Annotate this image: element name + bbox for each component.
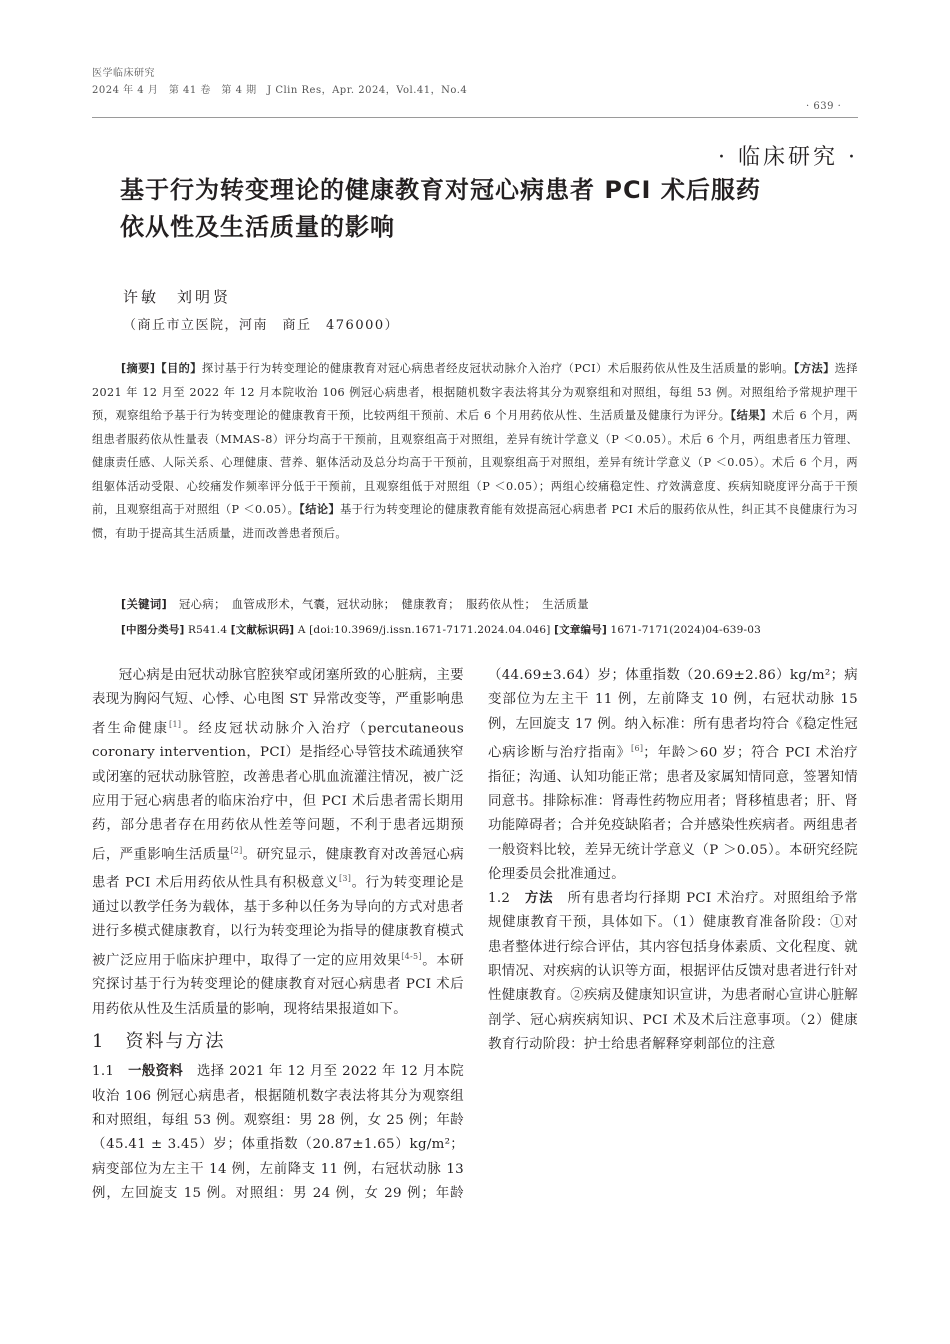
citation-3[interactable]: [3] bbox=[338, 874, 352, 884]
page-number: · 639 · bbox=[806, 101, 842, 112]
issue-line: 2024 年 4 月 第 41 卷 第 4 期 J Clin Res，Apr. 2024，Vol.41，No.4 bbox=[92, 85, 468, 96]
abstract-methods: 选择 2021 年 12 月至 2022 年 12 月本院收治 106 例冠心病患者，根据随机数字表法将其分为观察组和对照组，每组 53 例。对照组给予常规护理干预，观察组给予基于行为转变理论的健康教育干预，比较两组干预前、术后 6 个月用药依从性、生活质量及健康行为评分。 bbox=[92, 362, 858, 422]
title-line-2: 依从性及生活质量的影响 bbox=[120, 213, 395, 241]
intro-text-a: 冠心病是由冠状动脉官腔狭窄或闭塞所致的心脏病，主要表现为胸闷气短、心悸、心电图 ST 异常改变等，严重影响患者生命健康 bbox=[92, 668, 464, 737]
intro-text-b: 。经皮冠状动脉介入治疗（percutaneous coronary intervention，PCI）是指经心导管技术疏通狭窄或闭塞的冠状动脉管腔，改善患者心肌血流灌注情况，被广泛应用于冠心病患者的临床治疗中，但 PCI 术后患者需长期用药，部分患者存在用药依从性差等问题，不利于患者远期预后，严重影响生活质量 bbox=[92, 721, 464, 863]
subsection-1-2-text: 所有患者均行择期 PCI 术治疗。对照组给予常规健康教育干预，具体如下。（1）健康教育准备阶段：①对患者整体进行综合评估，其内容包括身体素质、文化程度、就职情况、对疾病的认识等方面，根据评估反馈对患者进行针对性健康教育。②疾病及健康知识宣讲，为患者耐心宣讲心脏解剖学、冠心病疾病知识、PCI 术及术后注意事项。（2）健康教育行动阶段：护士给患者解释穿刺部位的注意 bbox=[488, 891, 858, 1052]
conclusion-label: 【结论】 bbox=[299, 503, 341, 516]
citation-4-5[interactable]: [4-5] bbox=[401, 951, 422, 961]
section-1-heading: 1 资料与方法 bbox=[92, 1031, 226, 1053]
results-label: 【结果】 bbox=[730, 409, 772, 422]
abstract-objective: 探讨基于行为转变理论的健康教育对冠心病患者经皮冠状动脉介入治疗（PCI）术后服药依从性及生活质量的影响。 bbox=[201, 362, 794, 375]
article-no-label: [文章编号] bbox=[554, 624, 607, 636]
objective-label: 【目的】 bbox=[155, 362, 202, 375]
subsection-1-1-continued bbox=[488, 664, 858, 887]
subsection-1-1-text-b-continued: ；年龄＞60 岁；符合 PCI 术治疗指征；沟通、认知功能正常；患者及家属知情同意，签署知情同意书。排除标准：肾毒性药物应用者；肾移植患者；肝、肾功能障碍者；合并免疫缺陷者；合并感染性疾病者。两组患者一般资料比较，差异无统计学意义（P ＞0.05）。本研究经院伦理委员会批准通过。 bbox=[488, 745, 858, 882]
article-no-value: 1671-7171(2024)04-639-03 bbox=[610, 624, 762, 636]
continuation-inner bbox=[488, 664, 858, 887]
article-title bbox=[120, 172, 880, 246]
right-column-flow bbox=[488, 664, 858, 1057]
right-column bbox=[488, 664, 858, 1219]
intro-text-d: 。行为转变理论是通过以教学任务为载体，基于多种以任务为导向的方式对患者进行多模式健康教育，以行为转变理论为指导的健康教育模式被广泛应用于临床护理中，取得了一定的应用效果 bbox=[92, 875, 464, 969]
subsection-1-1-text-continued: （44.69±3.64）岁；体重指数（20.69±2.86）kg/m²；病变部位为左主干 11 例，左前降支 10 例，右冠状动脉 15 例，左回旋支 17 例。纳入标准：所有患者均符合《稳定性冠心病诊断与治疗指南》 bbox=[488, 667, 858, 761]
keywords bbox=[121, 596, 858, 612]
keywords-label: [关键词] bbox=[121, 598, 168, 611]
subsection-1-1-number: 1.1 bbox=[92, 1064, 115, 1080]
journal-name: 医学临床研究 bbox=[92, 68, 155, 79]
doc-value: A [doi:10.3969/j.issn.1671-7171.2024.04.046] bbox=[297, 624, 551, 636]
continuation-wrap bbox=[488, 664, 858, 887]
section-tag: · 临床研究 · bbox=[718, 145, 858, 170]
left-column bbox=[92, 664, 464, 1206]
affiliation: （商丘市立医院，河南 商丘 476000） bbox=[123, 318, 400, 333]
subsection-1-2-number: 1.2 bbox=[488, 891, 511, 907]
intro-text-e: 。本研究探讨基于行为转变理论的健康教育对冠心病患者 PCI 术后用药依从性及生活质量的影响，现将结果报道如下。 bbox=[92, 953, 464, 1017]
doc-label: [文献标识码] bbox=[230, 624, 295, 636]
subsection-1-1 bbox=[92, 1060, 464, 1205]
abstract-label: [摘要] bbox=[121, 362, 156, 375]
subsection-1-2-title: 方法 bbox=[524, 891, 554, 907]
keywords-text: 冠心病； 血管成形术，气囊，冠状动脉； 健康教育； 服药依从性； 生活质量 bbox=[179, 598, 590, 611]
clc-label: [中图分类号] bbox=[121, 624, 185, 636]
clc-value: R541.4 bbox=[188, 624, 228, 636]
abstract-results: 术后 6 个月，两组患者服药依从性量表（MMAS-8）评分均高于干预前，且观察组高于对照组，差异有统计学意义（P ＜0.05）。术后 6 个月，两组患者压力管理、健康责任感、人际关系、心理健康、营养、躯体活动及总分均高于干预前，且观察组高于对照组，差异有统计学意义（P ＜0.05）。术后 6 个月，两组躯体活动受限、心绞痛发作频率评分低于干预前，且观察组低于对照组（P ＜0.05）；两组心绞痛稳定性、疗效满意度、疾病知晓度评分高于干预前，且观察组高于对照组（P ＜0.05）。 bbox=[92, 409, 858, 516]
abstract bbox=[92, 357, 858, 545]
intro-paragraph bbox=[92, 664, 464, 1022]
classification bbox=[121, 622, 761, 637]
abstract-conclusion: 基于行为转变理论的健康教育能有效提高冠心病患者 PCI 术后的服药依从性，纠正其不良健康行为习惯，有助于提高其生活质量，进而改善患者预后。 bbox=[92, 503, 858, 540]
header-rule bbox=[92, 117, 858, 118]
subsection-1-1-title: 一般资料 bbox=[128, 1064, 184, 1080]
title-line-1: 基于行为转变理论的健康教育对冠心病患者 PCI 术后服药 bbox=[120, 176, 761, 204]
authors: 许敏 刘明贤 bbox=[123, 288, 232, 306]
methods-label: 【方法】 bbox=[793, 362, 835, 375]
intro-text-c: 。研究显示，健康教育对改善冠心病患者 PCI 术后用药依从性具有积极意义 bbox=[92, 847, 464, 891]
subsection-1-2 bbox=[488, 887, 858, 1057]
citation-6-continued[interactable]: [6] bbox=[631, 743, 644, 753]
citation-2[interactable]: [2] bbox=[230, 845, 243, 855]
citation-1[interactable]: [1] bbox=[169, 719, 182, 729]
subsection-1-1-text: 选择 2021 年 12 月至 2022 年 12 月本院收治 106 例冠心病患者，根据随机数字表法将其分为观察组和对照组，每组 53 例。观察组：男 28 例，女 25 例；年龄（45.41 ± 3.45）岁；体重指数（20.87±1.65）kg/m²；病变部位为左主干 14 例，左前降支 11 例，右冠状动脉 13 例，左回旋支 15 例。对照组：男 24 例，女 29 例；年龄 bbox=[92, 1064, 464, 1201]
